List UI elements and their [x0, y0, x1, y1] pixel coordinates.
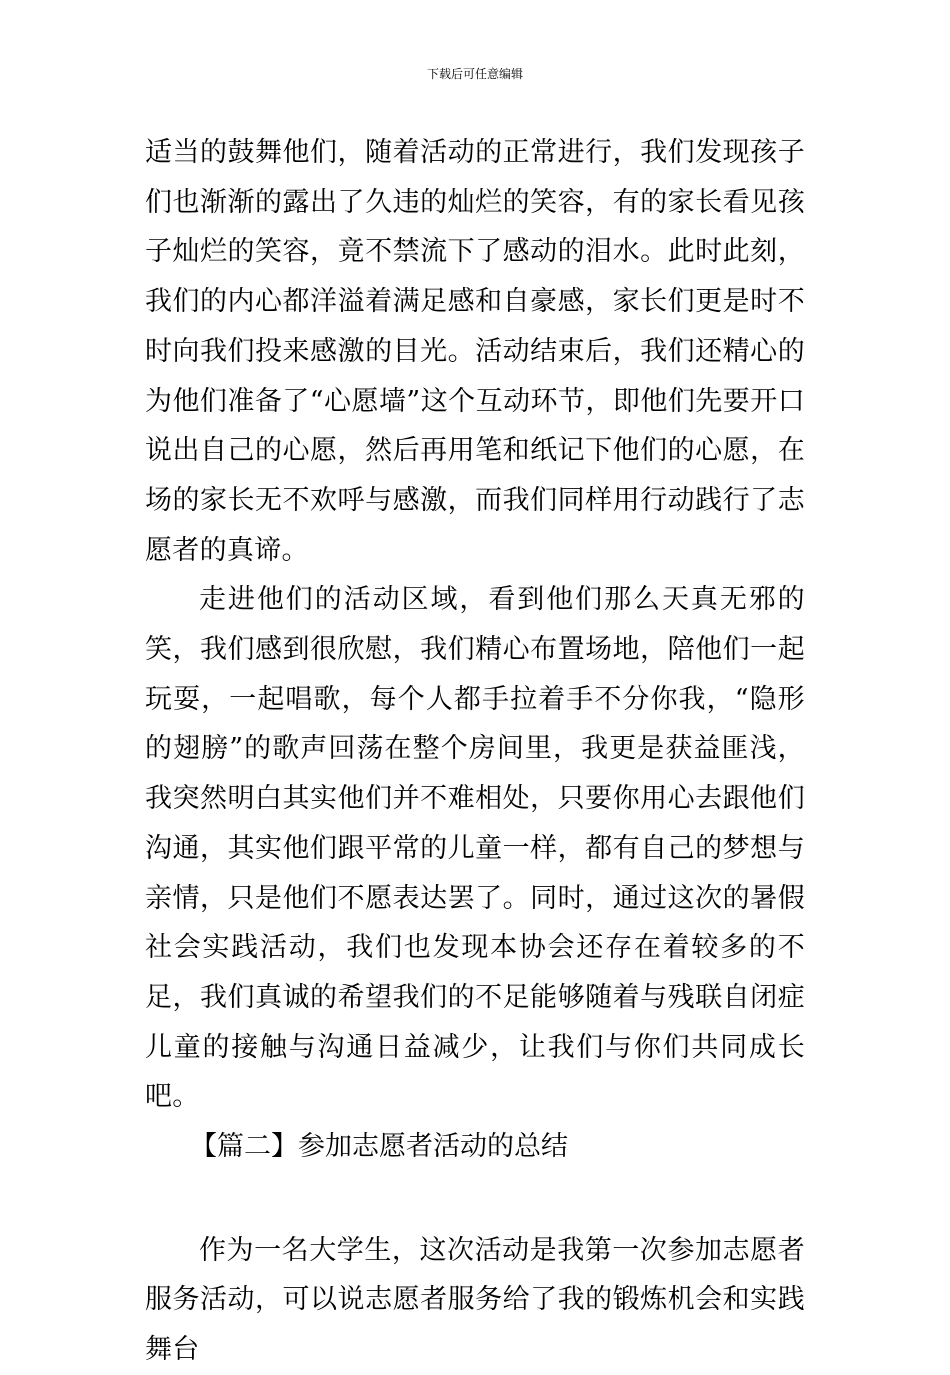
paragraph-continued: 适当的鼓舞他们，随着活动的正常进行，我们发现孩子们也渐渐的露出了久违的灿烂的笑容，有的家长看见孩子灿烂的笑容，竟不禁流下了感动的泪水。此时此刻，我们的内心都洋溢着满足感和自豪感，家长们更是时不时向我们投来感激的目光。活动结束后，我们还精心的为他们准备了“心愿墙”这个互动环节，即他们先要开口说出自己的心愿，然后再用笔和纸记下他们的心愿，在场的家长无不欢呼与感激，而我们同样用行动践行了志愿者的真谛。: [145, 137, 805, 566]
page-header: 下载后可任意编辑: [426, 67, 523, 81]
section-heading: 【篇二】参加志愿者活动的总结: [190, 1131, 568, 1163]
paragraph-3: 作为一名大学生，这次活动是我第一次参加志愿者服务活动，可以说志愿者服务给了我的锻炼机会和实践舞台: [145, 1234, 805, 1366]
document-body: [145, 128, 805, 1375]
section-spacer: [145, 1172, 805, 1226]
paragraph-2: 走进他们的活动区域，看到他们那么天真无邪的笑，我们感到很欣慰，我们精心布置场地，陪他们一起玩耍，一起唱歌，每个人都手拉着手不分你我，“隐形的翅膀”的歌声回荡在整个房间里，我更是获益匪浅，我突然明白其实他们并不难相处，只要你用心去跟他们沟通，其实他们跟平常的儿童一样，都有自己的梦想与亲情，只是他们不愿表达罢了。同时，通过这次的暑假社会实践活动，我们也发现本协会还存在着较多的不足，我们真诚的希望我们的不足能够随着与残联自闭症儿童的接触与沟通日益减少，让我们与你们共同成长吧。: [145, 584, 805, 1113]
